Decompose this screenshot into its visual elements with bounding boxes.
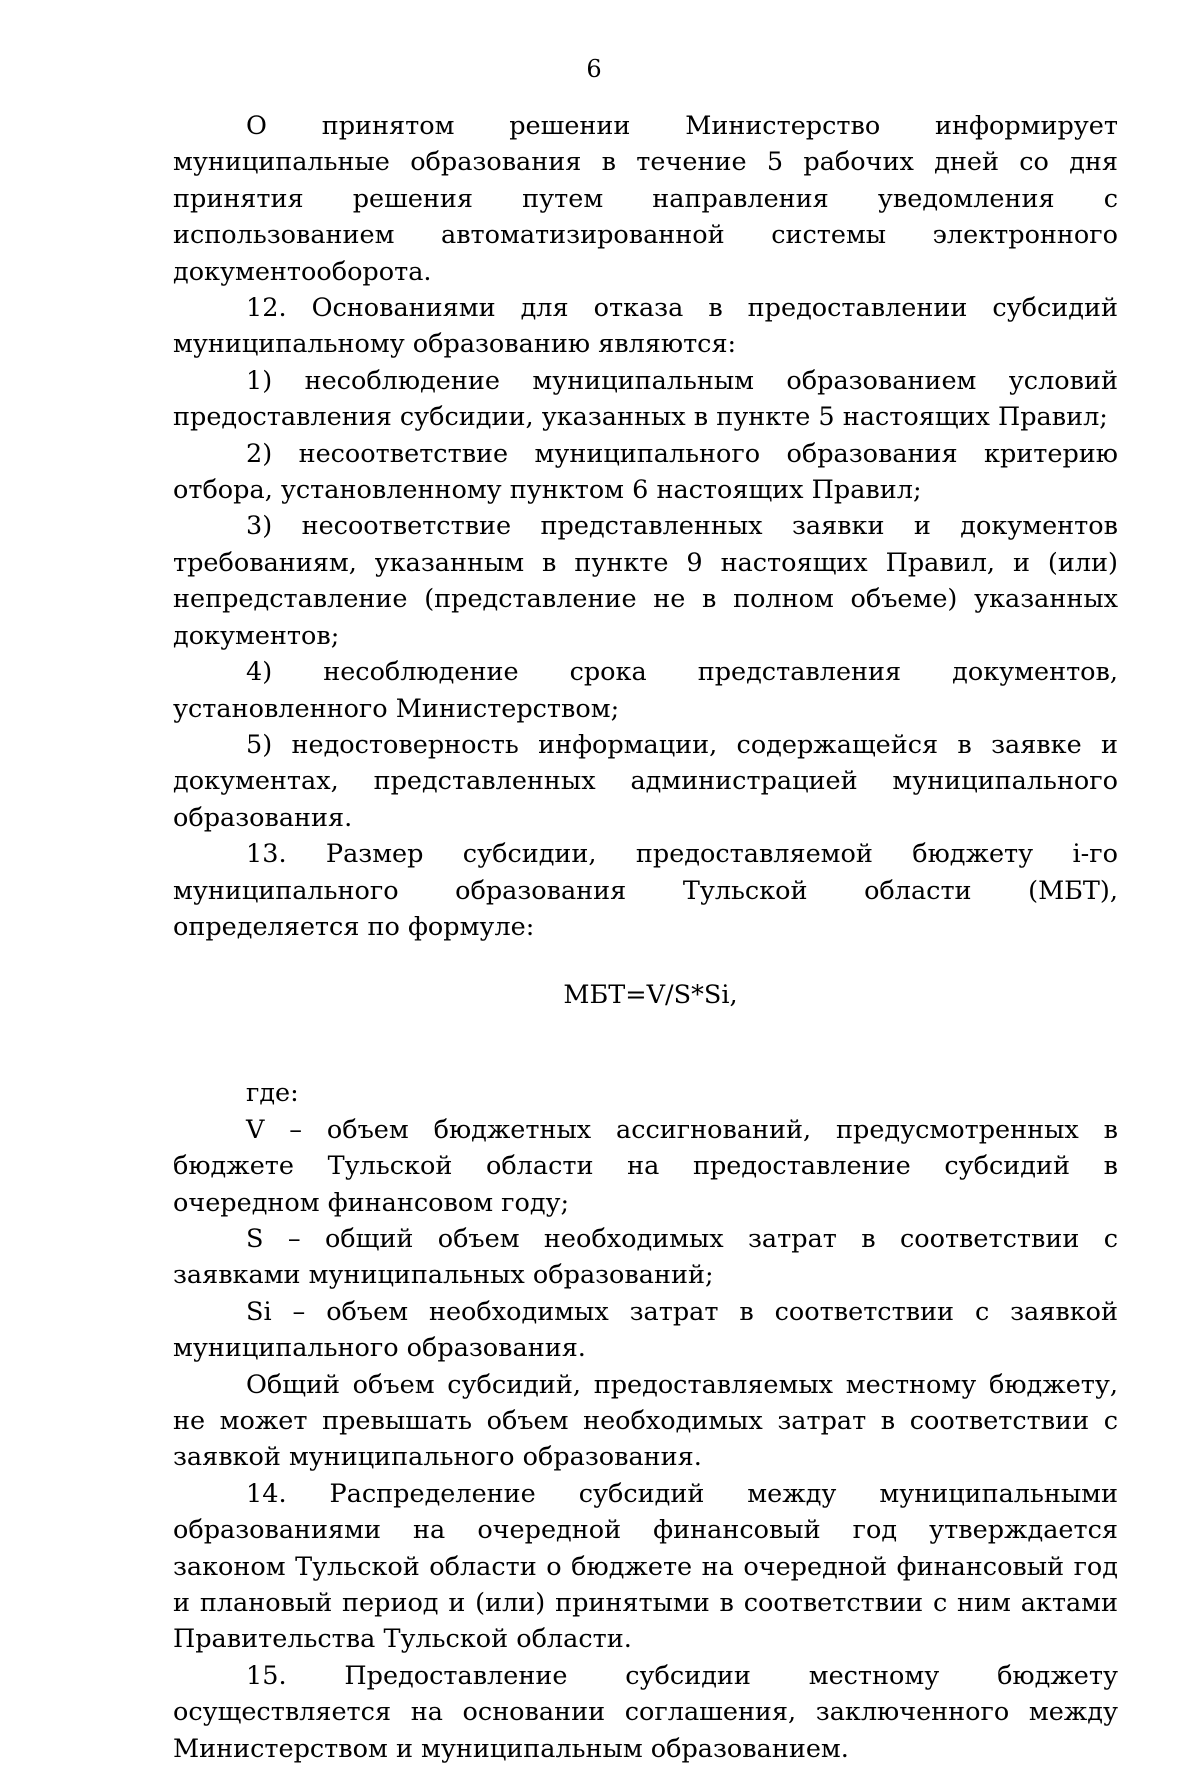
list-item-4: 4) несоблюдение срока представления документов, установленного Министерством; bbox=[173, 657, 1118, 724]
paragraph-15-agreement: 15. Предоставление субсидии местному бюджету осуществляется на основании соглашения, заключенного между Министерством и муниципальным образованием. bbox=[173, 1660, 1118, 1764]
list-item-2: 2) несоответствие муниципального образования критерию отбора, установленному пунктом 6 настоящих Правил; bbox=[173, 438, 1118, 506]
list-item-1: 1) несоблюдение муниципальным образованием условий предоставления субсидии, указанных в пункте 5 настоящих Правил; bbox=[173, 365, 1118, 433]
paragraph-where: где: bbox=[246, 1078, 299, 1109]
page-number: 6 bbox=[586, 55, 602, 83]
document-body bbox=[173, 108, 1118, 1767]
paragraph-13-subsidy-size: 13. Размер субсидии, предоставляемой бюджету i-го муниципального образования Тульской области (МБТ), определяется по формуле: bbox=[173, 839, 1118, 942]
paragraph-total-subsidy-limit: Общий объем субсидий, предоставляемых местному бюджету, не может превышать объем необходимых затрат в соответствии с заявкой муниципального образования. bbox=[173, 1369, 1118, 1473]
formula: МБТ=V/S*Si, bbox=[563, 980, 738, 1011]
list-item-3: 3) несоответствие представленных заявки и документов требованиям, указанным в пункте 9 настоящих Правил, и (или) непредставление (представление не в полном объеме) указанных документов; bbox=[173, 511, 1118, 651]
paragraph-notification: О принятом решении Министерство информирует муниципальные образования в течение 5 рабочих дней со дня принятия решения путем направления уведомления с использованием автоматизированной системы электронного документооборота. bbox=[173, 111, 1118, 287]
list-item-5: 5) недостоверность информации, содержащейся в заявке и документах, представленных администрацией муниципального образования. bbox=[173, 729, 1118, 833]
definition-s: S – общий объем необходимых затрат в соответствии с заявками муниципальных образований; bbox=[173, 1223, 1118, 1291]
paragraph-12-refusal-grounds: 12. Основаниями для отказа в предоставлении субсидий муниципальному образованию являются: bbox=[173, 293, 1118, 360]
paragraph-14-distribution: 14. Распределение субсидий между муниципальными образованиями на очередной финансовый год утверждается законом Тульской области о бюджете на очередной финансовый год и плановый период и (или) принятыми в соответствии с ним актами Правительства Тульской области. bbox=[173, 1478, 1118, 1655]
definition-si: Si – объем необходимых затрат в соответствии с заявкой муниципального образования. bbox=[173, 1296, 1118, 1364]
definition-v: V – объем бюджетных ассигнований, предусмотренных в бюджете Тульской области на предоставление субсидий в очередном финансовом году; bbox=[173, 1114, 1118, 1218]
